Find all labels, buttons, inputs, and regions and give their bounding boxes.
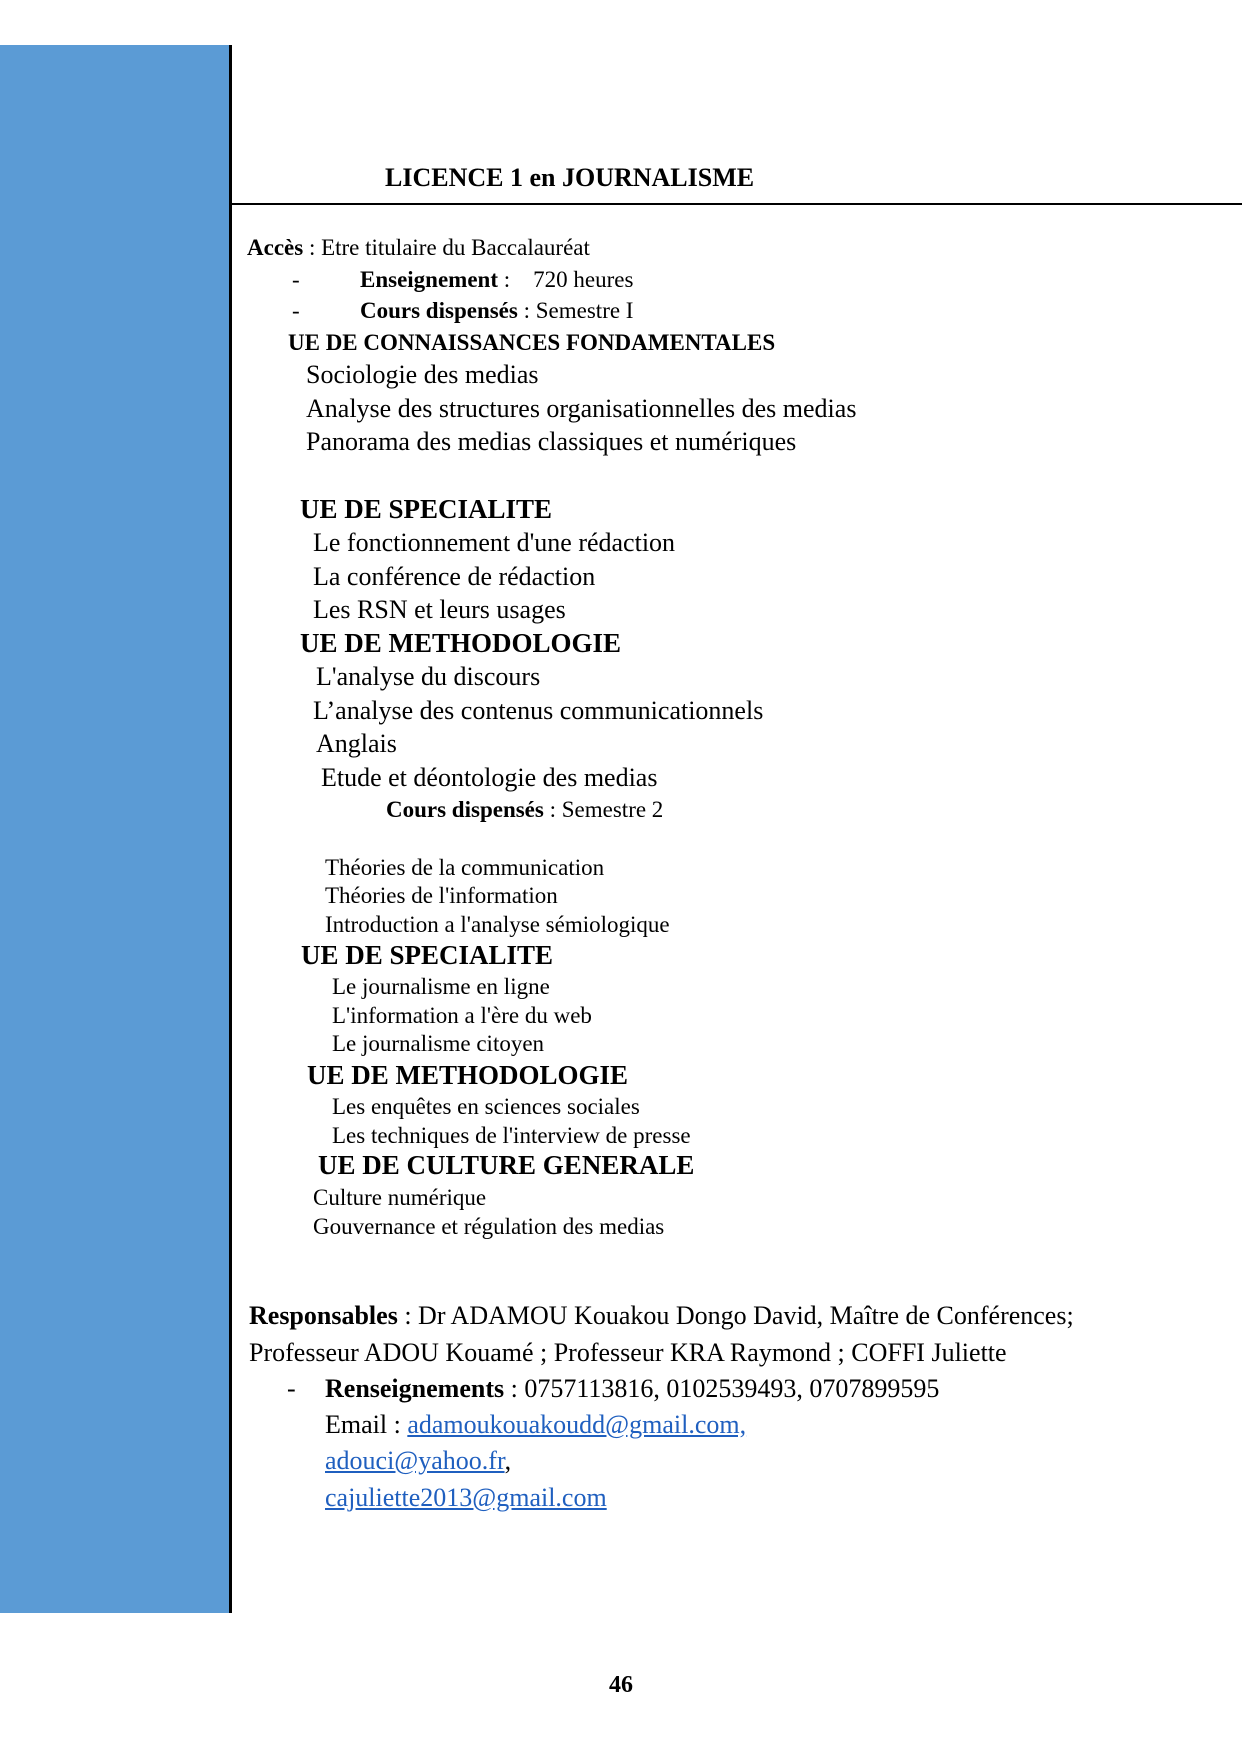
email-line (325, 1412, 746, 1438)
ue-methodologie-heading: UE DE METHODOLOGIE (307, 1060, 629, 1090)
responsables-line-2: Professeur ADOU Kouamé ; Professeur KRA Raymond ; COFFI Juliette (249, 1338, 1007, 1367)
acces-line (247, 236, 590, 259)
acces-label: Accès (247, 235, 304, 260)
email-link[interactable]: adouci@yahoo.fr (325, 1446, 505, 1475)
course-item: L'analyse du discours (316, 662, 541, 691)
course-item: Le journalisme citoyen (332, 1031, 545, 1056)
course-item: Sociologie des medias (306, 360, 539, 389)
ue-specialite-heading: UE DE SPECIALITE (301, 940, 554, 970)
cours-s1-line (360, 299, 633, 322)
course-item: Culture numérique (313, 1185, 487, 1210)
course-item: Les techniques de l'interview de presse (332, 1123, 691, 1148)
course-item: Les enquêtes en sciences sociales (332, 1094, 640, 1119)
course-item: Théories de l'information (325, 883, 558, 908)
email-line (325, 1448, 511, 1474)
course-item: Etude et déontologie des medias (321, 763, 658, 792)
renseignements-label: Renseignements (325, 1374, 505, 1403)
cours-s1-text: : Semestre I (517, 298, 634, 323)
course-item: Panorama des medias classiques et numériques (306, 427, 797, 456)
cours-s2-line (386, 798, 663, 821)
renseignements-text: : 0757113816, 0102539493, 0707899595 (504, 1374, 940, 1403)
course-item: L’analyse des contenus communicationnels (313, 696, 764, 725)
enseignement-text: : 720 heures (498, 267, 634, 292)
cours-s1-label: Cours dispensés (360, 298, 518, 323)
responsables-label: Responsables (249, 1301, 398, 1330)
email-line (325, 1485, 607, 1511)
email-label: Email : (325, 1410, 408, 1439)
enseignement-label: Enseignement (360, 267, 498, 292)
email-link[interactable]: cajuliette2013@gmail.com (325, 1483, 607, 1512)
ue-culture-generale-heading: UE DE CULTURE GENERALE (318, 1150, 695, 1180)
enseignement-line (360, 268, 633, 291)
renseignements-line (325, 1376, 939, 1402)
ue-fondamentales-heading: UE DE CONNAISSANCES FONDAMENTALES (288, 330, 776, 355)
cours-s2-label: Cours dispensés (386, 797, 544, 822)
responsables-text: : Dr ADAMOU Kouakou Dongo David, Maître de Conférences; (397, 1301, 1074, 1330)
side-vertical-rule (229, 45, 232, 1613)
bullet: - (292, 298, 300, 323)
course-item: Introduction a l'analyse sémiologique (325, 912, 670, 937)
course-item: Analyse des structures organisationnelles des medias (306, 394, 857, 423)
course-item: Anglais (316, 729, 397, 758)
course-item: Théories de la communication (325, 855, 605, 880)
course-item: Gouvernance et régulation des medias (313, 1214, 665, 1239)
ue-methodologie-heading: UE DE METHODOLOGIE (300, 628, 622, 658)
course-item: L'information a l'ère du web (332, 1003, 592, 1028)
cours-s2-text: : Semestre 2 (543, 797, 664, 822)
course-item: Le fonctionnement d'une rédaction (313, 528, 676, 557)
ue-specialite-heading: UE DE SPECIALITE (300, 494, 553, 524)
page-title: LICENCE 1 en JOURNALISME (385, 163, 755, 192)
course-item: Le journalisme en ligne (332, 974, 550, 999)
page-number: 46 (609, 1672, 633, 1698)
title-underline-rule (232, 203, 1242, 205)
course-item: Les RSN et leurs usages (313, 595, 566, 624)
side-color-band (0, 45, 229, 1613)
responsables-line (249, 1303, 1074, 1329)
email-separator: , (504, 1446, 512, 1475)
bullet: - (292, 267, 300, 292)
email-link[interactable]: adamoukouakoudd@gmail.com, (407, 1410, 747, 1439)
course-item: La conférence de rédaction (313, 562, 596, 591)
bullet: - (287, 1374, 296, 1403)
acces-text: : Etre titulaire du Baccalauréat (303, 235, 590, 260)
